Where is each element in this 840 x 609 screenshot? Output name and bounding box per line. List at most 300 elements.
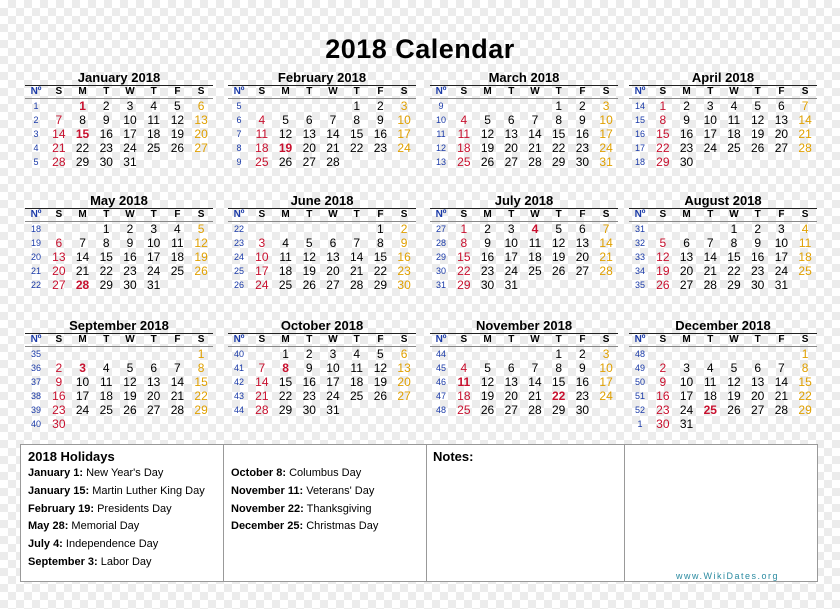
month-grid (629, 85, 817, 169)
week-number: 29 (435, 252, 446, 262)
day-cell: 29 (798, 403, 812, 417)
weekday-header: F (166, 86, 190, 99)
weekday-header: F (770, 209, 794, 222)
day-cell: 24 (774, 264, 789, 278)
day-cell: 6 (778, 99, 785, 113)
weekday-header: T (94, 86, 118, 99)
empty-cell (118, 347, 142, 362)
week-number: 22 (30, 280, 41, 290)
day-cell: 22 (75, 141, 90, 155)
weekday-header: T (142, 209, 166, 222)
day-cell: 19 (480, 389, 495, 403)
day-cell: 21 (599, 250, 613, 264)
holiday-name: New Year's Day (83, 467, 164, 479)
day-cell: 3 (329, 347, 337, 361)
day-cell: 16 (480, 250, 495, 264)
day-cell: 11 (704, 375, 717, 389)
day-cell: 28 (774, 403, 789, 417)
day-cell: 1 (555, 99, 562, 113)
day-cell: 21 (170, 389, 185, 403)
holiday-name: Christmas Day (303, 520, 379, 533)
day-cell: 23 (302, 389, 316, 403)
weekday-header: M (675, 209, 699, 222)
day-cell: 17 (599, 375, 613, 389)
day-cell: 18 (278, 264, 293, 278)
week-number-header: Nº (25, 334, 47, 347)
week-number: 43 (233, 391, 244, 401)
day-cell: 24 (397, 141, 411, 155)
day-cell: 16 (373, 127, 388, 141)
weekday-header: T (746, 86, 770, 99)
day-cell: 16 (52, 389, 66, 403)
day-cell: 27 (397, 389, 411, 403)
day-cell: 16 (302, 375, 316, 389)
day-cell: 31 (679, 417, 694, 431)
notes-column (427, 445, 625, 581)
day-cell: 29 (194, 403, 208, 417)
day-cell: 20 (774, 127, 789, 141)
week-number: 19 (30, 238, 41, 248)
empty-cell (571, 278, 595, 292)
holiday-item (231, 483, 426, 501)
month-name: December 2018 (675, 318, 771, 333)
weekday-header: M (476, 86, 500, 99)
day-cell: 12 (194, 236, 208, 250)
day-cell: 17 (75, 389, 90, 403)
week-number: 38 (30, 391, 41, 401)
day-cell: 23 (656, 403, 670, 417)
day-cell: 24 (75, 403, 90, 417)
day-cell: 30 (123, 278, 137, 292)
day-cell: 25 (457, 403, 471, 417)
day-cell: 29 (551, 403, 566, 417)
month-grid (430, 208, 618, 292)
empty-cell (651, 222, 675, 237)
day-cell: 4 (706, 361, 714, 375)
weekday-header: S (47, 334, 71, 347)
day-cell: 5 (484, 361, 491, 375)
empty-cell (274, 222, 298, 237)
day-cell: 12 (123, 375, 137, 389)
week-number: 42 (233, 377, 244, 387)
week-number: 25 (233, 266, 244, 276)
week-number: 48 (435, 405, 446, 415)
empty-cell (369, 155, 393, 169)
day-cell: 6 (55, 236, 63, 250)
weekday-header: W (118, 86, 142, 99)
day-cell: 19 (551, 250, 566, 264)
day-cell: 5 (197, 222, 205, 236)
day-cell: 14 (255, 375, 269, 389)
empty-cell (94, 347, 118, 362)
month-1 (25, 71, 213, 169)
day-cell: 17 (397, 127, 411, 141)
week-number-header: Nº (629, 209, 651, 222)
day-cell: 21 (703, 264, 717, 278)
day-cell: 14 (52, 127, 66, 141)
day-cell: 26 (480, 403, 495, 417)
day-cell: 29 (656, 155, 670, 169)
day-cell: 4 (258, 113, 266, 127)
day-cell: 14 (326, 127, 340, 141)
holiday-date: May 28: (28, 520, 69, 533)
day-cell: 27 (194, 141, 208, 155)
day-cell: 23 (575, 141, 590, 155)
day-cell: 4 (460, 113, 468, 127)
day-cell: 18 (349, 375, 364, 389)
day-cell: 30 (397, 278, 411, 292)
month-2 (228, 71, 416, 169)
weekday-header: S (452, 334, 476, 347)
day-cell: 6 (197, 99, 205, 113)
day-cell: 21 (52, 141, 66, 155)
week-number: 1 (637, 419, 643, 429)
week-number: 18 (634, 157, 645, 167)
day-cell: 28 (599, 264, 613, 278)
day-cell: 28 (528, 403, 542, 417)
weekday-header: S (594, 334, 618, 347)
week-number: 5 (236, 101, 242, 111)
day-cell: 25 (727, 141, 741, 155)
week-number: 35 (634, 280, 645, 290)
week-number-header: Nº (228, 334, 250, 347)
day-cell: 7 (706, 236, 714, 250)
notes-label: Notes: (433, 449, 474, 464)
week-number: 20 (30, 252, 41, 262)
day-cell: 17 (326, 375, 340, 389)
empty-cell (392, 403, 416, 417)
empty-cell (189, 278, 213, 292)
day-cell: 15 (99, 250, 113, 264)
day-cell: 28 (52, 155, 66, 169)
empty-cell (47, 99, 71, 114)
day-cell: 21 (798, 127, 812, 141)
holiday-item (28, 465, 223, 483)
week-number: 36 (30, 363, 41, 373)
week-number: 14 (634, 101, 645, 111)
day-cell: 24 (255, 278, 269, 292)
day-cell: 4 (282, 236, 289, 250)
weekday-header: T (698, 86, 722, 99)
empty-cell (770, 155, 794, 169)
month-grid (629, 208, 817, 292)
empty-cell (369, 403, 393, 417)
month-7 (430, 194, 618, 292)
day-cell: 6 (150, 361, 157, 375)
month-name: July 2018 (494, 193, 554, 208)
month-11 (430, 319, 618, 417)
day-cell: 28 (75, 278, 90, 292)
day-cell: 10 (146, 236, 161, 250)
month-grid (228, 85, 416, 169)
day-cell: 22 (727, 264, 741, 278)
day-cell: 5 (555, 222, 562, 236)
empty-cell (321, 222, 345, 237)
day-cell: 28 (255, 403, 269, 417)
day-cell: 15 (75, 127, 90, 141)
weekday-header: S (594, 209, 618, 222)
empty-cell (142, 155, 166, 169)
day-cell: 18 (727, 127, 741, 141)
day-cell: 19 (170, 127, 185, 141)
week-number-header: Nº (629, 86, 651, 99)
day-cell: 16 (123, 250, 137, 264)
month-10 (228, 319, 416, 417)
day-cell: 7 (258, 361, 266, 375)
day-cell: 14 (774, 375, 789, 389)
day-cell: 17 (255, 264, 269, 278)
day-cell: 26 (480, 155, 495, 169)
day-cell: 19 (480, 141, 495, 155)
day-cell: 13 (750, 375, 765, 389)
week-number: 9 (438, 101, 444, 111)
empty-cell (166, 155, 190, 169)
day-cell: 2 (377, 99, 384, 113)
day-cell: 14 (528, 375, 542, 389)
day-cell: 24 (326, 389, 340, 403)
day-cell: 7 (602, 222, 610, 236)
weekday-header: F (369, 86, 393, 99)
day-cell: 23 (480, 264, 495, 278)
day-cell: 18 (170, 250, 185, 264)
day-cell: 10 (504, 236, 518, 250)
weekday-header: T (297, 334, 321, 347)
empty-cell (297, 222, 321, 237)
week-number: 3 (33, 129, 39, 139)
day-cell: 24 (679, 403, 694, 417)
day-cell: 8 (282, 361, 289, 375)
day-cell: 7 (329, 113, 337, 127)
weekday-header: S (452, 209, 476, 222)
day-cell: 29 (727, 278, 741, 292)
weekday-header: W (523, 209, 547, 222)
weekday-header: T (297, 86, 321, 99)
day-cell: 9 (55, 375, 63, 389)
week-number: 46 (435, 377, 446, 387)
week-number: 45 (435, 363, 446, 373)
day-cell: 12 (302, 250, 316, 264)
weekday-header: S (47, 209, 71, 222)
weekday-header: S (250, 209, 274, 222)
month-grid (25, 208, 213, 292)
holiday-item (28, 518, 223, 536)
day-cell: 17 (679, 389, 694, 403)
week-number: 4 (33, 143, 39, 153)
day-cell: 26 (194, 264, 208, 278)
day-cell: 15 (373, 250, 388, 264)
day-cell: 7 (174, 361, 181, 375)
day-cell: 11 (350, 361, 363, 375)
empty-cell (71, 347, 95, 362)
weekday-header: S (392, 86, 416, 99)
day-cell: 9 (683, 113, 690, 127)
day-cell: 11 (457, 127, 471, 141)
day-cell: 9 (659, 375, 667, 389)
day-cell: 8 (555, 361, 562, 375)
week-number: 7 (236, 129, 242, 139)
week-number-header: Nº (430, 209, 452, 222)
empty-cell (345, 403, 369, 417)
day-cell: 22 (99, 264, 113, 278)
day-cell: 6 (329, 236, 337, 250)
weekday-header: S (651, 334, 675, 347)
holiday-name: Labor Day (97, 555, 152, 568)
day-cell: 10 (599, 113, 613, 127)
week-number: 12 (435, 143, 446, 153)
empty-cell (746, 347, 770, 362)
holidays-column-1 (21, 445, 224, 581)
empty-cell (651, 347, 675, 362)
day-cell: 7 (531, 361, 539, 375)
weekday-header: T (499, 209, 523, 222)
holidays-list-1 (21, 465, 223, 572)
week-number: 44 (435, 349, 446, 359)
holiday-date: January 15: (28, 484, 90, 497)
weekday-header: M (476, 209, 500, 222)
month-name: January 2018 (77, 70, 161, 85)
week-number: 26 (233, 280, 244, 290)
weekday-header: T (94, 334, 118, 347)
weekday-header: T (94, 209, 118, 222)
day-cell: 15 (457, 250, 471, 264)
day-cell: 5 (305, 236, 313, 250)
day-cell: 25 (457, 155, 471, 169)
weekday-header: W (523, 86, 547, 99)
day-cell: 5 (174, 99, 181, 113)
weekday-header: T (345, 334, 369, 347)
day-cell: 3 (507, 222, 515, 236)
empty-cell (142, 347, 166, 362)
day-cell: 19 (278, 141, 293, 155)
day-cell: 28 (349, 278, 364, 292)
holiday-name: Veterans' Day (303, 484, 375, 497)
day-cell: 24 (703, 141, 717, 155)
weekday-header: S (651, 209, 675, 222)
month-grid (228, 208, 416, 292)
day-cell: 8 (79, 113, 86, 127)
day-cell: 19 (750, 127, 765, 141)
day-cell: 2 (55, 361, 63, 375)
day-cell: 3 (602, 99, 610, 113)
empty-cell (476, 347, 500, 362)
day-cell: 10 (599, 361, 613, 375)
month-name: February 2018 (277, 70, 367, 85)
day-cell: 2 (484, 222, 491, 236)
empty-cell (250, 99, 274, 114)
empty-cell (47, 222, 71, 237)
empty-cell (523, 99, 547, 114)
day-cell: 6 (400, 347, 408, 361)
weekday-header: F (770, 334, 794, 347)
day-cell: 3 (79, 361, 86, 375)
day-cell: 6 (754, 361, 761, 375)
day-cell: 14 (798, 113, 812, 127)
weekday-header: S (189, 209, 213, 222)
day-cell: 15 (551, 375, 566, 389)
weekday-header: T (547, 209, 571, 222)
day-cell: 11 (528, 236, 542, 250)
day-cell: 21 (255, 389, 269, 403)
day-cell: 25 (349, 389, 364, 403)
empty-cell (698, 222, 722, 237)
week-number: 40 (30, 419, 41, 429)
month-grid (228, 333, 416, 417)
day-cell: 1 (353, 99, 360, 113)
week-number: 51 (634, 391, 645, 401)
holiday-date: February 19: (28, 502, 95, 515)
empty-cell (166, 347, 190, 362)
day-cell: 26 (727, 403, 741, 417)
day-cell: 29 (457, 278, 471, 292)
day-cell: 25 (703, 403, 717, 417)
day-cell: 3 (400, 99, 408, 113)
weekday-header: T (142, 86, 166, 99)
day-cell: 24 (146, 264, 161, 278)
day-cell: 11 (798, 236, 812, 250)
day-cell: 26 (656, 278, 670, 292)
day-cell: 8 (377, 236, 384, 250)
day-cell: 14 (703, 250, 717, 264)
day-cell: 19 (123, 389, 137, 403)
empty-cell (392, 155, 416, 169)
day-cell: 23 (679, 141, 694, 155)
holiday-name: Presidents Day (94, 502, 172, 515)
day-cell: 13 (397, 361, 411, 375)
day-cell: 9 (126, 236, 134, 250)
day-cell: 28 (528, 155, 542, 169)
day-cell: 21 (528, 389, 542, 403)
day-cell: 26 (302, 278, 316, 292)
day-cell: 30 (302, 403, 316, 417)
weekday-header: M (274, 334, 298, 347)
week-number-header: Nº (629, 334, 651, 347)
day-cell: 12 (373, 361, 388, 375)
day-cell: 18 (703, 389, 717, 403)
day-cell: 22 (798, 389, 812, 403)
day-cell: 11 (255, 127, 269, 141)
notes-blank-column (625, 445, 817, 581)
weekday-header: T (547, 86, 571, 99)
week-number-header: Nº (25, 86, 47, 99)
month-name: May 2018 (90, 193, 148, 208)
day-cell: 20 (504, 141, 518, 155)
weekday-header: S (392, 209, 416, 222)
day-cell: 18 (457, 389, 471, 403)
day-cell: 21 (774, 389, 789, 403)
day-cell: 4 (150, 99, 157, 113)
empty-cell (722, 347, 746, 362)
empty-cell (523, 278, 547, 292)
day-cell: 1 (79, 99, 86, 113)
empty-cell (698, 347, 722, 362)
day-cell: 30 (656, 417, 670, 431)
week-number: 18 (30, 224, 41, 234)
weekday-header: S (47, 86, 71, 99)
day-cell: 30 (52, 417, 66, 431)
weekday-header: F (571, 86, 595, 99)
day-cell: 30 (679, 155, 694, 169)
empty-cell (274, 99, 298, 114)
day-cell: 4 (801, 222, 809, 236)
day-cell: 15 (727, 250, 741, 264)
page-title: 2018 Calendar (325, 34, 515, 64)
day-cell: 31 (599, 155, 613, 169)
week-number: 31 (634, 224, 645, 234)
day-cell: 9 (579, 361, 586, 375)
empty-cell (722, 155, 746, 169)
weekday-header: S (189, 86, 213, 99)
weekday-header: F (770, 86, 794, 99)
